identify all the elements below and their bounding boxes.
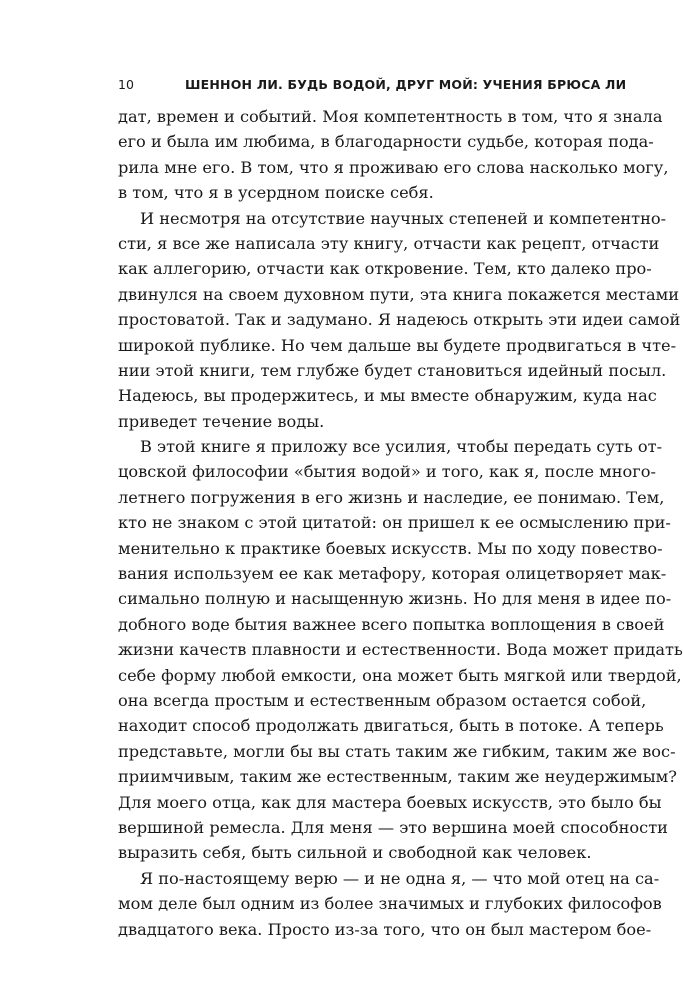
text-line: жизни качеств плавности и естественности. Вода может придать: [118, 640, 683, 660]
body-text: [118, 104, 683, 942]
text-line: вершиной ремесла. Для меня — это вершина моей способности: [118, 817, 668, 837]
text-line: менительно к практике боевых искусств. Мы по ходу повество-: [118, 538, 663, 558]
text-line: Для моего отца, как для мастера боевых искусств, это было бы: [118, 792, 662, 812]
text-line: добного воде бытия важнее всего попытка воплощения в своей: [118, 614, 665, 634]
running-header: [118, 75, 627, 95]
text-line: приведет течение воды.: [118, 411, 325, 431]
text-line: выразить себя, быть сильной и свободной как человек.: [118, 843, 592, 863]
text-line: она всегда простым и естественным образом остается собой,: [118, 690, 647, 710]
text-line: кто не знаком с этой цитатой: он пришел к ее осмыслению при-: [118, 513, 671, 533]
page-number: 10: [118, 77, 134, 92]
text-line: себе форму любой емкости, она может быть мягкой или твердой,: [118, 665, 682, 685]
text-line: В этой книге я приложу все усилия, чтобы передать суть от-: [140, 437, 663, 457]
text-line: представьте, могли бы вы стать таким же гибким, таким же вос-: [118, 741, 676, 761]
book-title: ШЕННОН ЛИ. БУДЬ ВОДОЙ, ДРУГ МОЙ: УЧЕНИЯ БРЮСА ЛИ: [185, 77, 627, 92]
text-line: двинулся на своем духовном пути, эта книга покажется местами: [118, 284, 679, 304]
text-line: мом деле был одним из более значимых и глубоких философов: [118, 894, 662, 914]
text-line: как аллегорию, отчасти как откровение. Тем, кто далеко про-: [118, 259, 652, 279]
text-line: И несмотря на отсутствие научных степеней и компетентно-: [140, 208, 667, 228]
text-line: приимчивым, таким же естественным, таким же неудержимым?: [118, 767, 677, 787]
text-line: двадцатого века. Просто из-за того, что он был мастером бое-: [118, 919, 652, 939]
text-line: летнего погружения в его жизнь и наследие, ее понимаю. Тем,: [118, 487, 665, 507]
text-line: сти, я все же написала эту книгу, отчасти как рецепт, отчасти: [118, 233, 660, 253]
text-line: Надеюсь, вы продержитесь, и мы вместе обнаружим, куда нас: [118, 386, 657, 406]
text-line: широкой публике. Но чем дальше вы будете продвигаться в чте-: [118, 335, 677, 355]
text-line: рила мне его. В том, что я проживаю его слова насколько могу,: [118, 157, 669, 177]
text-line: в том, что я в усердном поиске себя.: [118, 183, 434, 203]
text-line: вания используем ее как метафору, которая олицетворяет мак-: [118, 564, 667, 584]
text-line: цовской философии «бытия водой» и того, как я, после много-: [118, 462, 656, 482]
text-line: Я по-настоящему верю — и не одна я, — что мой отец на са-: [140, 868, 660, 888]
text-line: простоватой. Так и задумано. Я надеюсь открыть эти идеи самой: [118, 310, 681, 330]
text-line: нии этой книги, тем глубже будет становиться идейный посыл.: [118, 360, 667, 380]
text-line: находит способ продолжать двигаться, быть в потоке. А теперь: [118, 716, 664, 736]
text-line: дат, времен и событий. Моя компетентность в том, что я знала: [118, 107, 663, 126]
text-line: его и была им любима, в благодарности судьбе, которая пода-: [118, 132, 654, 152]
text-line: симально полную и насыщенную жизнь. Но для меня в идее по-: [118, 589, 672, 609]
